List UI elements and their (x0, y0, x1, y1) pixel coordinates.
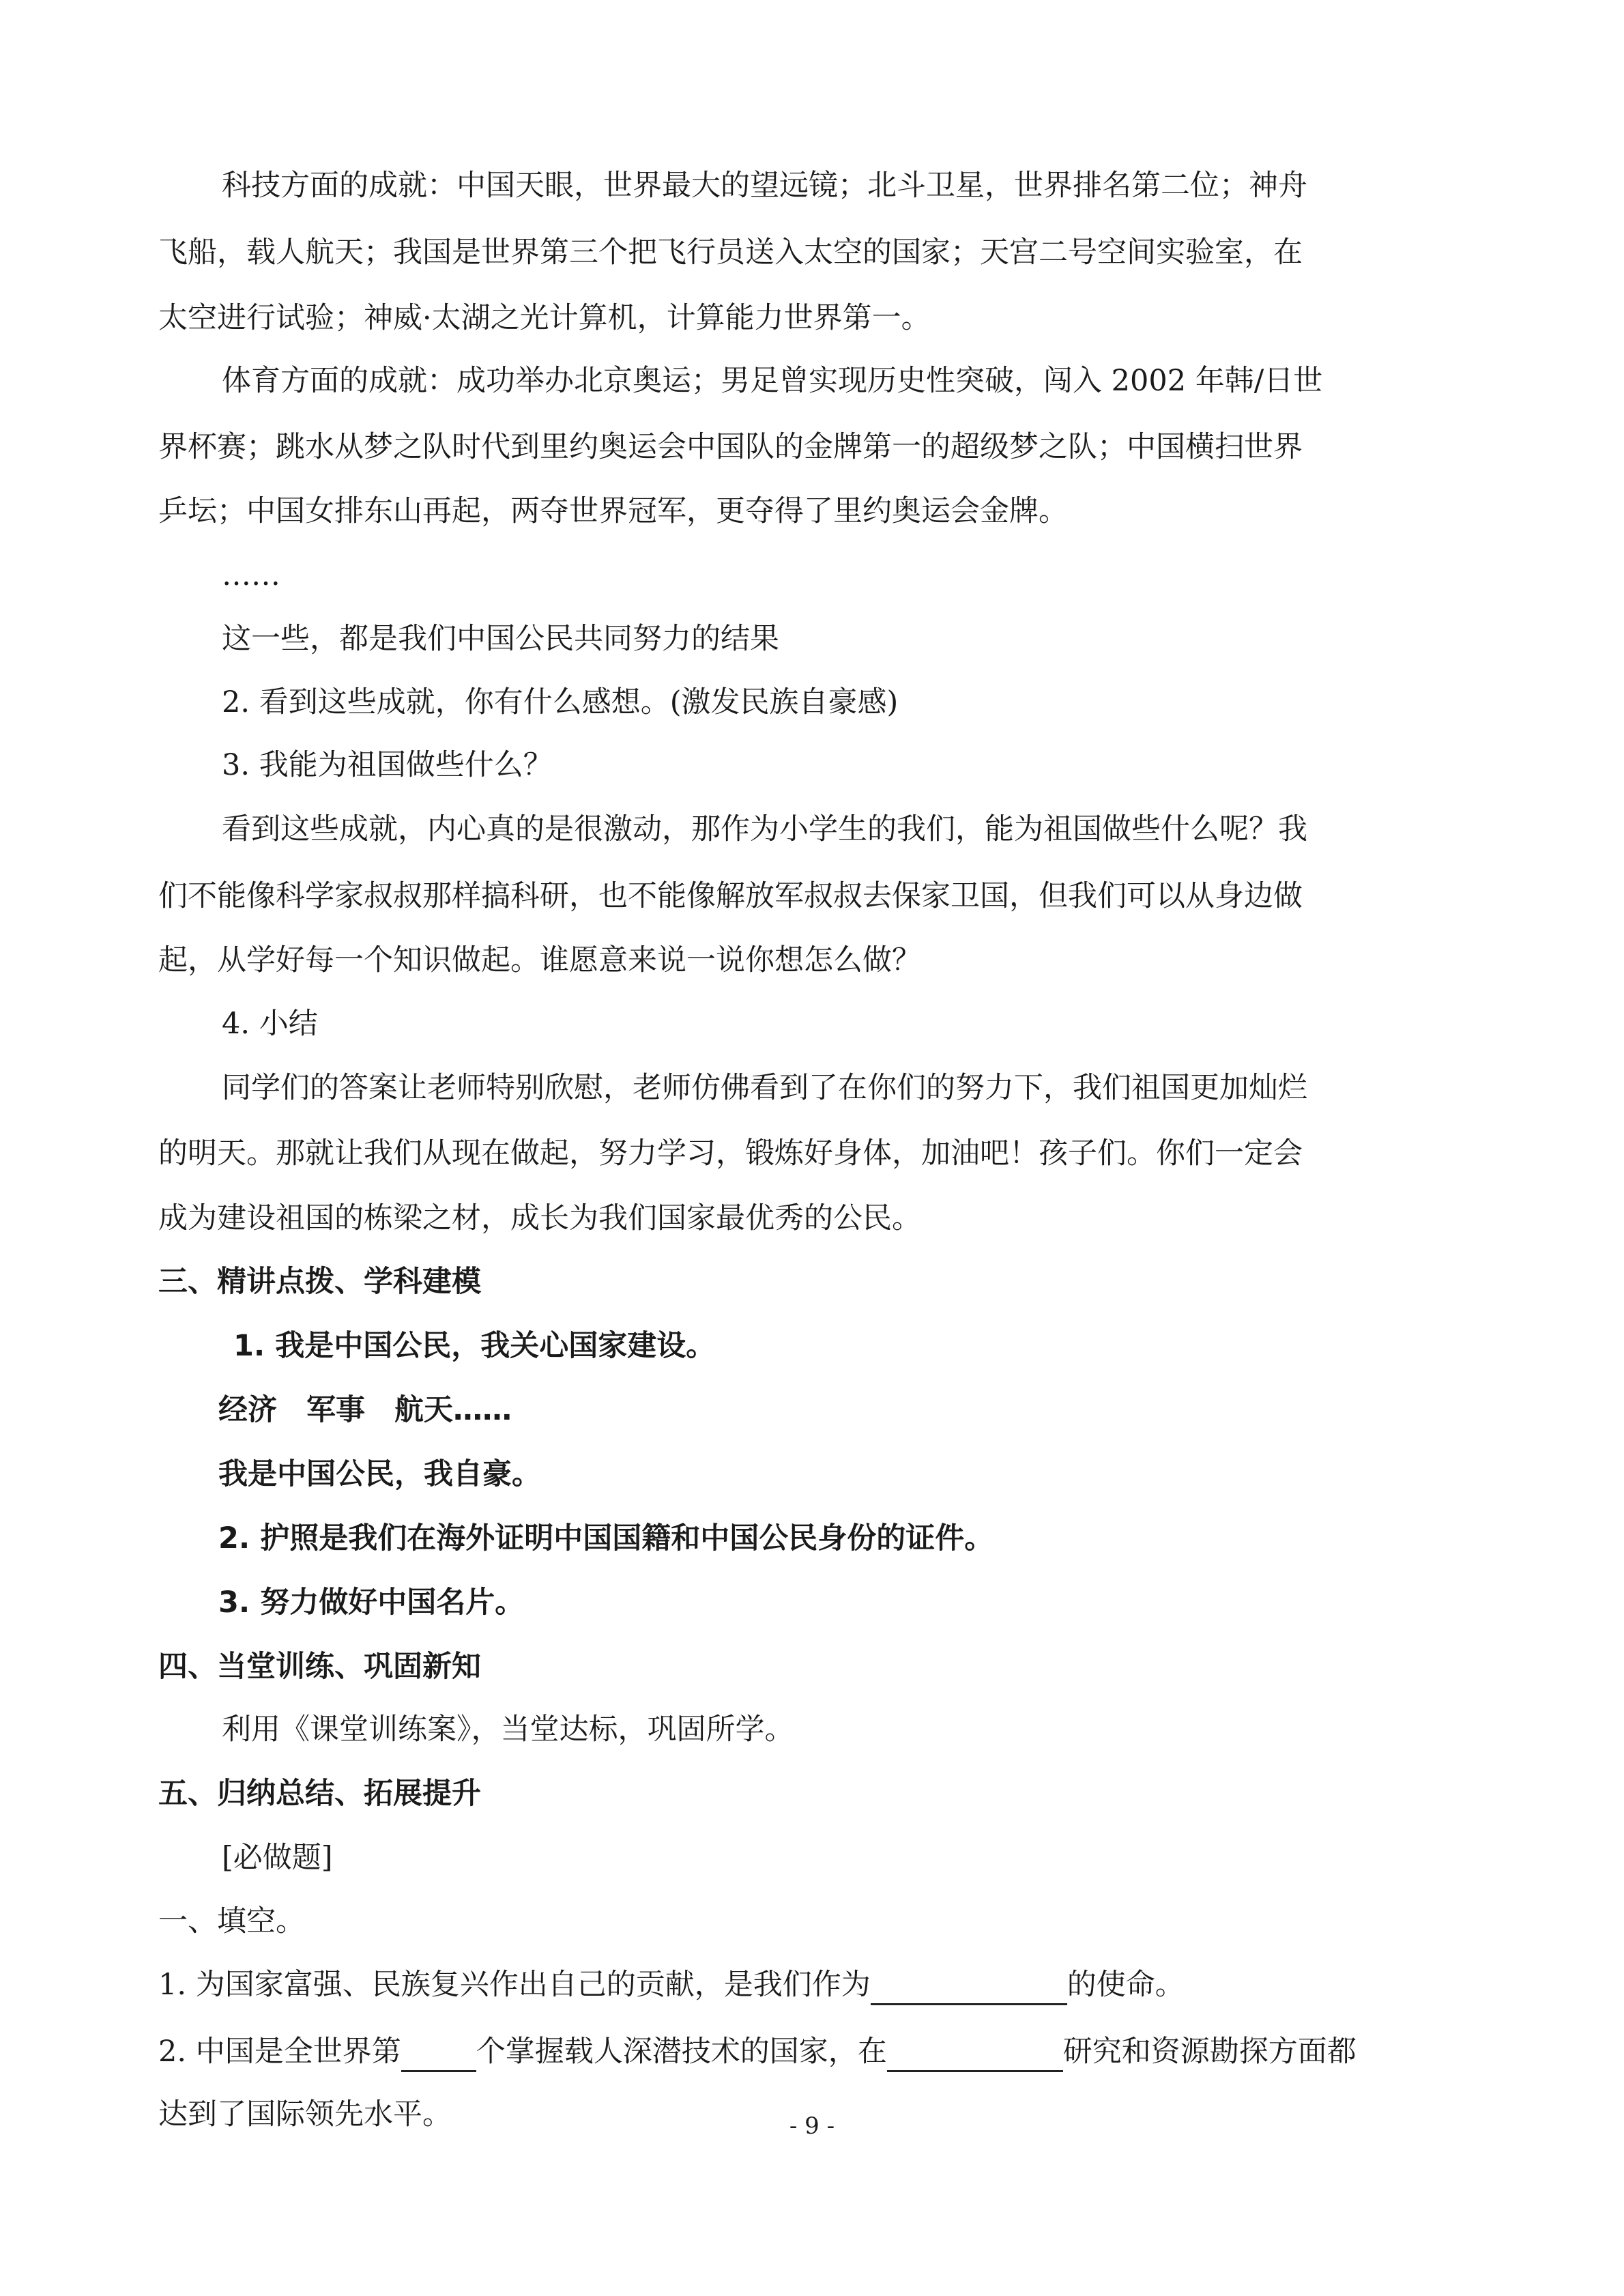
fill-question-2-line2: 达到了国际领先水平。 (158, 2097, 452, 2132)
fill-in-title: 一、填空。 (158, 1904, 305, 1938)
paragraph-answer-line1: 看到这些成就，内心真的是很激动，那作为小学生的我们，能为祖国做些什么呢？我 (222, 812, 1307, 846)
paragraph-sport-line3: 乒坛；中国女排东山再起，两夺世界冠军，更夺得了里约奥运会金牌。 (158, 494, 1068, 528)
fill-question-2-mid: 个掌握载人深潜技术的国家，在 (476, 2035, 887, 2069)
result-text: 这一些，都是我们中国公民共同努力的结果 (222, 622, 779, 656)
paragraph-answer-line2: 们不能像科学家叔叔那样搞科研，也不能像解放军叔叔去保家卫国，但我们可以从身边做 (158, 879, 1303, 913)
answer-blank-2[interactable] (401, 2040, 476, 2072)
answer-blank-1[interactable] (871, 1973, 1067, 2005)
page-number: - 9 - (789, 2112, 835, 2140)
fill-question-1-end: 的使命。 (1067, 1968, 1185, 2002)
paragraph-answer-line3: 起，从学好每一个知识做起。谁愿意来说一说你想怎么做？ (158, 943, 921, 977)
question-2: 2. 看到这些成就，你有什么感想。(激发民族自豪感) (222, 685, 899, 719)
answer-blank-3[interactable] (887, 2040, 1063, 2072)
question-3: 3. 我能为祖国做些什么？ (222, 748, 553, 782)
ellipsis-text: …… (222, 558, 280, 592)
fill-question-2 (158, 2031, 1357, 2072)
fill-question-1 (158, 1964, 1185, 2005)
summary-title: 4. 小结 (222, 1007, 318, 1041)
paragraph-tech-line2: 飞船，载人航天；我国是世界第三个把飞行员送入太空的国家；天宫二号空间实验室，在 (158, 235, 1303, 270)
paragraph-summary-line2: 的明天。那就让我们从现在做起，努力学习，锻炼好身体，加油吧！孩子们。你们一定会 (158, 1136, 1303, 1171)
paragraph-sport-line1: 体育方面的成就：成功举办北京奥运；男足曾实现历史性突破，闯入 2002 年韩/日世 (222, 364, 1323, 398)
key-point-proud: 我是中国公民，我自豪。 (218, 1457, 541, 1491)
section-heading-5: 五、归纳总结、拓展提升 (158, 1777, 481, 1811)
fill-question-1-text: 1. 为国家富强、民族复兴作出自己的贡献，是我们作为 (158, 1968, 871, 2002)
required-label: [必做题] (222, 1841, 333, 1875)
key-point-1: 1. 我是中国公民，我关心国家建设。 (233, 1329, 716, 1363)
practice-text: 利用《课堂训练案》，当堂达标，巩固所学。 (222, 1712, 794, 1747)
section-heading-4: 四、当堂训练、巩固新知 (158, 1650, 481, 1684)
paragraph-tech-line1: 科技方面的成就：中国天眼，世界最大的望远镜；北斗卫星，世界排名第二位；神舟 (222, 169, 1307, 203)
section-heading-3: 三、精讲点拨、学科建模 (158, 1265, 481, 1299)
key-point-2: 2. 护照是我们在海外证明中国国籍和中国公民身份的证件。 (218, 1521, 994, 1555)
paragraph-summary-line3: 成为建设祖国的栋梁之材，成长为我们国家最优秀的公民。 (158, 1201, 921, 1235)
fill-question-2-text: 2. 中国是全世界第 (158, 2035, 401, 2069)
fill-question-2-end: 研究和资源勘探方面都 (1062, 2035, 1357, 2069)
paragraph-sport-line2: 界杯赛；跳水从梦之队时代到里约奥运会中国队的金牌第一的超级梦之队；中国横扫世界 (158, 430, 1303, 464)
key-point-3: 3. 努力做好中国名片。 (218, 1585, 525, 1620)
key-point-areas: 经济 军事 航天…… (218, 1393, 512, 1427)
paragraph-summary-line1: 同学们的答案让老师特别欣慰，老师仿佛看到了在你们的努力下，我们祖国更加灿烂 (222, 1071, 1307, 1105)
paragraph-tech-line3: 太空进行试验；神威·太湖之光计算机，计算能力世界第一。 (158, 301, 931, 335)
